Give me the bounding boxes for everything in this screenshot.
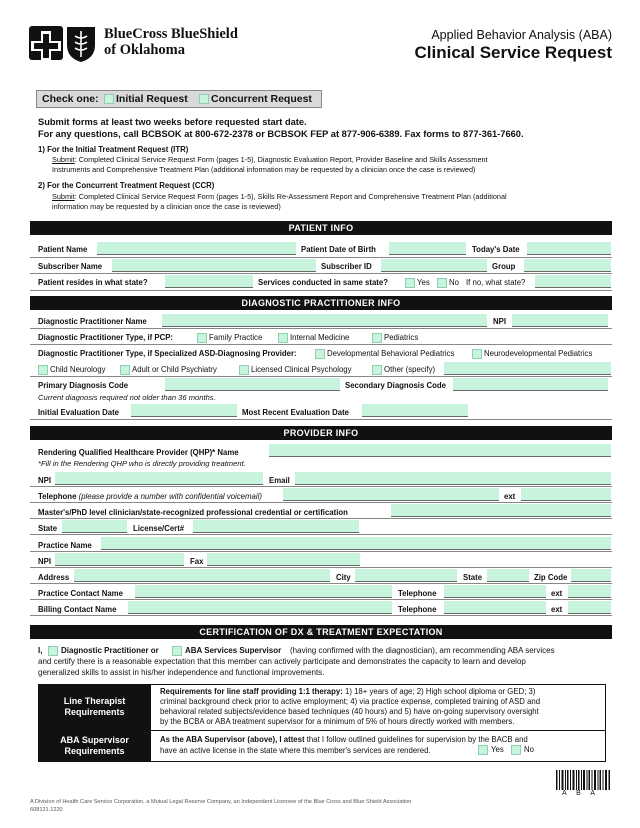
ccr-body: Submit: Completed Clinical Service Request Form (pages 1-5), Skills Re-Assessment Report and Comprehensive Treatment Plan (additional [52,192,507,201]
pediatrics-checkbox[interactable] [372,333,382,343]
resides-state-label: Patient resides in what state? [38,278,148,287]
patient-dob-label: Patient Date of Birth [301,245,376,254]
cert-text3: generalized skills to assist in his/her independence and functional improvements. [38,668,325,677]
provider-ext-field[interactable] [521,488,611,501]
diag-name-label: Diagnostic Practitioner Name [38,317,147,326]
billing-telephone-field[interactable] [444,601,546,614]
licensed-psychology-label: Licensed Clinical Psychology [251,365,352,374]
other-specify-checkbox[interactable] [372,365,382,375]
license-number-label: License/Cert# [133,524,185,533]
address-field[interactable] [74,569,330,582]
aba-supervisor-text: As the ABA Supervisor (above), I attest that I follow outlined guidelines for supervision by the BACB and have an active license in the state where this member's services are rendered. [160,735,528,755]
cert-text1: (having confirmed with the diagnostician), am recommending ABA services [290,646,555,655]
billing-telephone-label: Telephone [398,605,437,614]
supervisor-no-checkbox[interactable] [511,745,521,755]
adult-child-psychiatry-label: Adult or Child Psychiatry [132,365,217,374]
provider-info-header: PROVIDER INFO [30,426,612,440]
todays-date-field[interactable] [527,242,611,255]
primary-dx-label: Primary Diagnosis Code [38,381,129,390]
if-no-state-label: If no, what state? [466,278,526,287]
cert-diag-practitioner-label: Diagnostic Practitioner or [61,646,159,655]
same-state-no-checkbox[interactable] [437,278,447,288]
zip-field[interactable] [571,569,611,582]
secondary-dx-field[interactable] [453,378,608,391]
cert-diag-practitioner-checkbox[interactable] [48,646,58,656]
license-number-field[interactable] [193,520,359,533]
supervisor-yes-checkbox[interactable] [478,745,488,755]
diag-npi-label: NPI [493,317,506,326]
certification-header: CERTIFICATION OF DX & TREATMENT EXPECTATION [30,625,612,639]
resides-state-field[interactable] [165,275,253,288]
address-state-field[interactable] [487,569,529,582]
adult-child-psychiatry-checkbox[interactable] [120,365,130,375]
practice-name-field[interactable] [101,537,611,550]
practice-telephone-field[interactable] [444,585,546,598]
check-one-label: Check one: [42,93,99,105]
patient-name-label: Patient Name [38,245,88,254]
initial-eval-field[interactable] [131,404,237,417]
cert-aba-supervisor-label: ABA Services Supervisor [185,646,282,655]
neurodevelopmental-checkbox[interactable] [472,349,482,359]
qhp-name-label: Rendering Qualified Healthcare Provider (QHP)* Name [38,448,239,457]
intro-line1: Submit forms at least two weeks before requested start date. [38,117,307,127]
initial-eval-label: Initial Evaluation Date [38,408,120,417]
license-state-label: State [38,524,58,533]
footer-code: 608121.1220 [30,807,63,813]
supervisor-no-label: No [524,745,534,754]
primary-dx-field[interactable] [165,378,340,391]
pediatrics-label: Pediatrics [384,333,419,342]
billing-ext-label: ext [551,605,563,614]
practice-npi-field[interactable] [55,553,184,566]
practice-name-label: Practice Name [38,541,92,550]
ccr-body2: information may be requested by a clinician once the case is reviewed) [52,202,281,211]
credential-field[interactable] [391,504,611,517]
ccr-title: 2) For the Concurrent Treatment Request (CCR) [38,181,215,190]
practice-contact-label: Practice Contact Name [38,589,123,598]
cert-text2: and certify there is a reasonable expectation that this member can actively participate and demonstrates the capacity to learn and develop [38,657,526,666]
child-neurology-label: Child Neurology [50,365,106,374]
provider-ext-label: ext [504,492,516,501]
itr-body: Submit: Completed Clinical Service Request Form (pages 1-5), Diagnostic Evaluation Report, Provider Baseline and Skills Assessment [52,155,488,164]
cross-shield-icon [27,24,99,64]
fax-label: Fax [190,557,204,566]
practice-contact-field[interactable] [135,585,392,598]
diag-npi-field[interactable] [512,314,608,327]
barcode [556,770,610,798]
qhp-note: *Fill in the Rendering QHP who is directly providing treatment. [38,459,246,468]
city-label: City [336,573,351,582]
initial-request-label: Initial Request [116,93,188,105]
billing-contact-label: Billing Contact Name [38,605,117,614]
provider-telephone-label: Telephone (please provide a number with confidential voicemail) [38,492,262,501]
provider-telephone-field[interactable] [283,488,499,501]
group-label: Group [492,262,516,271]
same-state-yes-checkbox[interactable] [405,278,415,288]
billing-ext-field[interactable] [568,601,611,614]
internal-medicine-checkbox[interactable] [278,333,288,343]
itr-body2: Instruments and Comprehensive Treatment Plan (additional information may be requested by a clinician once the case is reviewed) [52,165,476,174]
patient-name-field[interactable] [97,242,296,255]
line-therapist-cell: Line Therapist Requirements [38,684,151,730]
aba-supervisor-cell: ABA Supervisor Requirements [38,731,151,762]
fax-field[interactable] [207,553,360,566]
diag-type-pcp-label: Diagnostic Practitioner Type, if PCP: [38,333,174,342]
services-same-state-label: Services conducted in same state? [258,278,389,287]
recent-eval-label: Most Recent Evaluation Date [242,408,350,417]
footer-disclaimer: A Division of Health Care Service Corporation, a Mutual Legal Reserve Company, an Independent Licensee of the Blue Cross and Blue Shield Association [30,799,412,805]
subscriber-name-field[interactable] [112,259,316,272]
diagnostic-info-header: DIAGNOSTIC PRACTITIONER INFO [30,296,612,310]
practice-ext-label: ext [551,589,563,598]
practice-npi-label: NPI [38,557,51,566]
qhp-name-field[interactable] [269,444,611,457]
child-neurology-checkbox[interactable] [38,365,48,375]
concurrent-request-checkbox[interactable] [199,94,209,104]
family-practice-checkbox[interactable] [197,333,207,343]
cert-i: I, [38,646,43,655]
same-state-yes-label: Yes [417,278,430,287]
barcode-text: A B A [562,790,598,797]
license-state-field[interactable] [62,520,127,533]
billing-contact-field[interactable] [128,601,392,614]
supervisor-yes-label: Yes [491,745,504,754]
internal-medicine-label: Internal Medicine [290,333,350,342]
address-label: Address [38,573,70,582]
licensed-psychology-checkbox[interactable] [239,365,249,375]
provider-npi-label: NPI [38,476,51,485]
patient-dob-field[interactable] [389,242,466,255]
neurodevelopmental-label: Neurodevelopmental Pediatrics [484,349,593,358]
org-name-line1: BlueCross BlueShield [104,26,238,42]
intro-line2: For any questions, call BCBSOK at 800-672-2378 or BCBSOK FEP at 877-906-6389. Fax forms to 877-361-7660. [38,129,524,139]
practice-telephone-label: Telephone [398,589,437,598]
credential-label: Master's/PhD level clinician/state-recognized professional credential or certification [38,508,348,517]
concurrent-request-label: Concurrent Request [211,93,312,105]
address-state-label: State [463,573,483,582]
practice-ext-field[interactable] [568,585,611,598]
patient-info-header: PATIENT INFO [30,221,612,235]
dev-behavioral-label: Developmental Behavioral Pediatrics [327,349,455,358]
recent-eval-field[interactable] [362,404,468,417]
provider-npi-field[interactable] [55,472,263,485]
itr-title: 1) For the Initial Treatment Request (ITR) [38,145,189,154]
todays-date-label: Today's Date [472,245,520,254]
same-state-no-label: No [449,278,459,287]
other-specify-field[interactable] [444,362,611,375]
other-specify-label: Other (specify) [384,365,436,374]
initial-request-checkbox[interactable] [104,94,114,104]
subscriber-id-label: Subscriber ID [321,262,372,271]
doc-title: Clinical Service Request [414,43,612,62]
email-label: Email [269,476,290,485]
diag-type-asd-label: Diagnostic Practitioner Type, if Specialized ASD-Diagnosing Provider: [38,349,297,358]
if-no-state-field[interactable] [535,275,611,288]
subscriber-id-field[interactable] [381,259,487,272]
zip-label: Zip Code [534,573,568,582]
secondary-dx-label: Secondary Diagnosis Code [345,381,446,390]
doc-subtitle: Applied Behavior Analysis (ABA) [431,28,612,42]
email-field[interactable] [295,472,611,485]
family-practice-label: Family Practice [209,333,263,342]
line-therapist-text: Requirements for line staff providing 1:1 therapy: 1) 18+ years of age; 2) High school diploma or GED; 3) criminal background check prior to active employment; 4) via practice expense, completed training of ASD and behavioral related subjects/evidence based techniques (40 hours) and 5) have on-going supervisory oversight by the BCBA or ABA treatment supervisor for a minimum of 5% of hours directly worked with members. [160,687,541,726]
dev-behavioral-checkbox[interactable] [315,349,325,359]
cert-aba-supervisor-checkbox[interactable] [172,646,182,656]
diag-name-field[interactable] [162,314,487,327]
city-field[interactable] [355,569,457,582]
bcbs-logo [27,24,99,64]
group-field[interactable] [524,259,611,272]
diagnosis-age-note: Current diagnosis required not older than 36 months. [38,393,216,402]
subscriber-name-label: Subscriber Name [38,262,103,271]
org-name-line2: of Oklahoma [104,42,185,58]
